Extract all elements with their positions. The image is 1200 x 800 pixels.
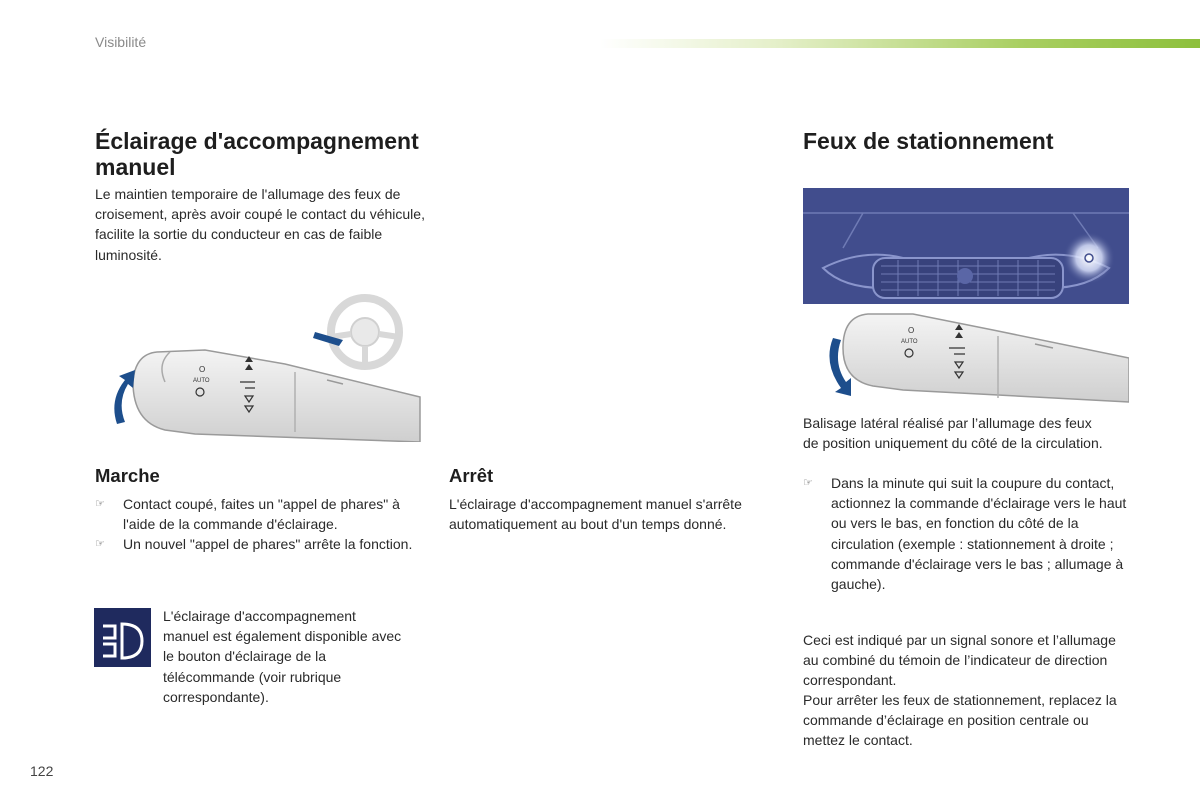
- bullet-hand-icon: ☞: [803, 477, 813, 489]
- stalk-label-auto: AUTO: [193, 378, 210, 384]
- marche-heading: Marche: [95, 465, 160, 486]
- stalk-label-o: O: [908, 326, 915, 335]
- right-para-2: Pour arrêter les feux de stationnement, replacez la commande d’éclairage en position centrale ou mettez le contact.: [803, 692, 1117, 749]
- header-accent-bar: [600, 39, 1200, 48]
- list-item: ☞ Un nouvel "appel de phares" arrête la fonction.: [95, 534, 425, 554]
- curved-arrow-icon: [114, 370, 135, 424]
- steering-wheel-icon: [313, 298, 399, 366]
- right-heading: Feux de stationnement: [803, 128, 1054, 154]
- bullet-hand-icon: ☞: [95, 538, 105, 551]
- list-item: ☞ Contact coupé, faites un "appel de phares" à l'aide de la commande d'éclairage.: [95, 496, 400, 533]
- right-list: [803, 473, 1133, 594]
- stalk-label-auto: AUTO: [901, 339, 918, 345]
- note-text: L'éclairage d'accompagnement manuel est également disponible avec le bouton d'éclairage de la télécommande (voir rubrique correspondante).: [163, 608, 402, 705]
- arret-heading: Arrêt: [449, 465, 494, 486]
- marche-list: [95, 494, 425, 555]
- bullet-hand-icon: ☞: [95, 498, 105, 510]
- section-title: Visibilité: [95, 34, 147, 50]
- car-front-illustration: [803, 188, 1129, 304]
- left-heading: Éclairage d'accompagnement manuel: [95, 128, 419, 180]
- logo-icon: [957, 268, 973, 284]
- lighting-stalk-illustration-right: [803, 308, 1129, 404]
- left-intro: Le maintien temporaire de l'allumage des feux de croisement, après avoir coupé le contact du véhicule, facilite la sortie du conducteur en cas de faible luminosité.: [95, 186, 425, 263]
- list-item: ☞ Dans la minute qui suit la coupure du contact, actionnez la commande d'éclairage vers le haut ou vers le bas, en fonction du côté de la circulation (exemple : stationnement à droite ; commande d'éclairage vers le bas ; allumage à gauche).: [803, 475, 1127, 593]
- arret-text: L'éclairage d'accompagnement manuel s'arrête automatiquement au bout d'un temps donné.: [449, 496, 742, 533]
- headlamp-icon: [94, 608, 151, 667]
- lamp-box: [94, 608, 151, 667]
- right-intro: Balisage latéral réalisé par l’allumage des feux de position uniquement du côté de la circulation.: [803, 415, 1103, 452]
- right-para-1: Ceci est indiqué par un signal sonore et l’allumage au combiné du témoin de l’indicateur de direction correspondant.: [803, 632, 1116, 689]
- page-number: 122: [30, 763, 54, 779]
- lighting-stalk-illustration-left: [95, 292, 425, 442]
- glowing-light-icon: [1063, 232, 1115, 284]
- stalk-label-o: O: [199, 365, 206, 374]
